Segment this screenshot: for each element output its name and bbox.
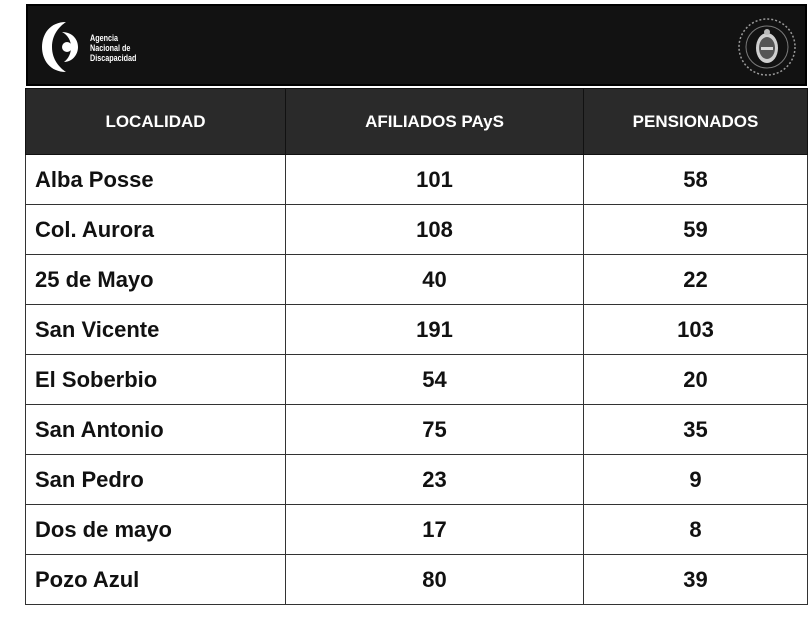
pensionados-cell: 22: [584, 255, 808, 305]
localidad-cell: San Pedro: [26, 455, 286, 505]
logo-text-line: Agencia: [90, 33, 119, 43]
afiliados-cell: 75: [286, 405, 584, 455]
localidad-cell: Dos de mayo: [26, 505, 286, 555]
pensionados-cell: 8: [584, 505, 808, 555]
pensionados-cell: 35: [584, 405, 808, 455]
column-header-pensionados: PENSIONADOS: [584, 89, 808, 155]
table-header-row: [26, 89, 808, 155]
table-row: [26, 155, 808, 205]
national-seal: [737, 14, 797, 80]
afiliados-cell: 54: [286, 355, 584, 405]
localidad-cell: San Antonio: [26, 405, 286, 455]
afiliados-table: [25, 88, 808, 605]
logo-text-line: Nacional de: [90, 43, 131, 53]
localidad-cell: 25 de Mayo: [26, 255, 286, 305]
afiliados-cell: 23: [286, 455, 584, 505]
localidad-cell: Col. Aurora: [26, 205, 286, 255]
table-row: [26, 455, 808, 505]
table-row: [26, 255, 808, 305]
table-row: [26, 305, 808, 355]
table-row: [26, 555, 808, 605]
pensionados-cell: 20: [584, 355, 808, 405]
table-row: [26, 405, 808, 455]
afiliados-cell: 101: [286, 155, 584, 205]
header-banner: [26, 4, 807, 86]
pensionados-cell: 59: [584, 205, 808, 255]
agency-logo-icon: [36, 16, 88, 78]
column-header-localidad: LOCALIDAD: [26, 89, 286, 155]
afiliados-cell: 80: [286, 555, 584, 605]
localidad-cell: Alba Posse: [26, 155, 286, 205]
localidad-cell: Pozo Azul: [26, 555, 286, 605]
afiliados-cell: 108: [286, 205, 584, 255]
table-row: [26, 355, 808, 405]
afiliados-cell: 40: [286, 255, 584, 305]
logo-text-line: Discapacidad: [90, 53, 137, 63]
national-seal-icon: [737, 14, 797, 80]
localidad-cell: San Vicente: [26, 305, 286, 355]
table-row: [26, 205, 808, 255]
agency-logo: [36, 16, 186, 78]
pensionados-cell: 9: [584, 455, 808, 505]
pensionados-cell: 103: [584, 305, 808, 355]
pensionados-cell: 58: [584, 155, 808, 205]
pensionados-cell: 39: [584, 555, 808, 605]
localidad-cell: El Soberbio: [26, 355, 286, 405]
column-header-afiliados: AFILIADOS PAyS: [286, 89, 584, 155]
table-row: [26, 505, 808, 555]
afiliados-cell: 191: [286, 305, 584, 355]
agency-logo-text: [90, 33, 136, 63]
afiliados-cell: 17: [286, 505, 584, 555]
